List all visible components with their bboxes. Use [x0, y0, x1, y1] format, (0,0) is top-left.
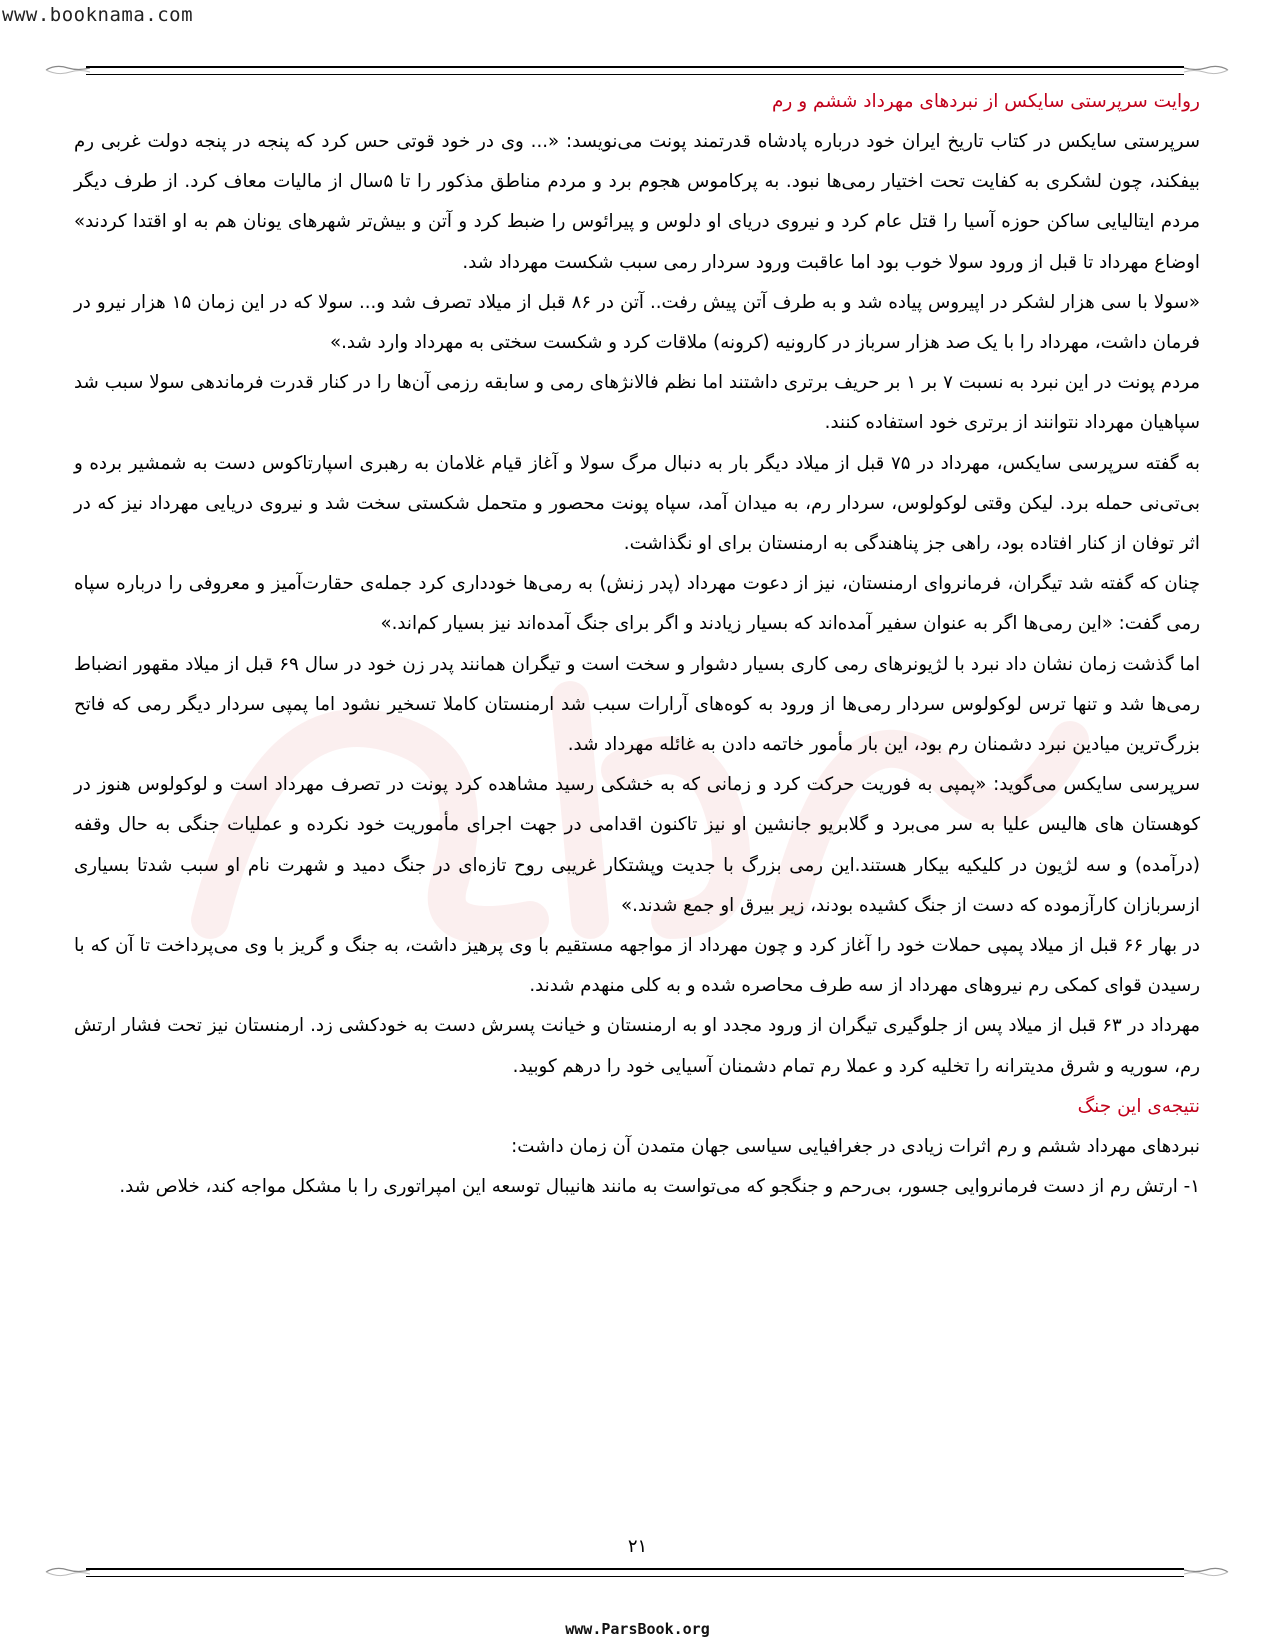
paragraph: مردم پونت در این نبرد به نسبت ۷ بر ۱ بر حریف برتری داشتند اما نظم فالانژهای رمی و سابقه رزمی آن‌ها را در کنار قدرت فرماندهی سولا سبب شد سپاهیان مهرداد نتوانند از برتری خود استفاده کنند. — [74, 372, 1200, 434]
scroll-ornament-icon — [44, 64, 90, 76]
scroll-ornament-icon — [1184, 64, 1230, 76]
paragraph: سرپرستی سایکس در کتاب تاریخ ایران خود درباره پادشاه قدرتمند پونت می‌نویسد: «... وی در خود قوتی حس کرد که پنجه در پنجه دولت غربی رم بیفکند، چون لشکری به کفایت تحت اختیار رمی‌ها نبود. به پرکاموس هجوم برد و مردم مناطق مذکور را تا ۵سال از مالیات معاف کرد. از طرف دیگر مردم ایتالیایی ساکن حوزه آسیا را قتل عام کرد و نیروی دریای او دلوس و پیرائوس را ضبط کرد و آتن و بیش‌تر شهرهای یونان هم به او اقتدا کردند» اوضاع مهرداد تا قبل از ورود سولا خوب بود اما عاقبت ورود سردار رمی سبب شکست مهرداد شد. — [74, 131, 1200, 273]
header-site-url: www.booknama.com — [2, 4, 194, 26]
paragraph: اما گذشت زمان نشان داد نبرد با لژیونرهای رمی کاری بسیار دشوار و سخت است و تیگران همانند پدر زن خود در سال ۶۹ قبل از میلاد مقهور انضباط رمی‌ها شد و تنها ترس لوکولوس سردار رمی‌ها از ورود به کوه‌های آرارات سبب شد ارمنستان کاملا تسخیر نشود اما پمپی سردار دیگر رمی که فاتح بزرگ‌ترین میادین نبرد دشمنان رم بود، این بار مأمور خاتمه دادن به غائله مهرداد شد. — [74, 653, 1201, 756]
page-number: ۲۱ — [627, 1536, 648, 1557]
paragraph: نبردهای مهرداد ششم و رم اثرات زیادی در جغرافیایی سیاسی جهان متمدن آن زمان داشت: — [511, 1135, 1200, 1157]
paragraph: به گفته سرپرسی سایکس، مهرداد در ۷۵ قبل از میلاد دیگر بار به دنبال مرگ سولا و آغاز قیام غلامان به رهبری اسپارتاکوس دست به شمشیر برده و بی‌تی‌نی حمله برد. لیکن وقتی لوکولوس، سردار رم، به میدان آمد، سپاه پونت محصور و متحمل شکستی سخت شد و نیروی دریایی مهرداد نیز که در اثر توفان از کنار افتاده بود، راهی جز پناهندگی به ارمنستان برای او نگذاشت. — [74, 452, 1200, 555]
bottom-rule — [86, 1568, 1184, 1577]
page-body — [74, 82, 1200, 1207]
paragraph: ۱- ارتش رم از دست فرمانروایی جسور، بی‌رحم و جنگجو که می‌تواست به مانند هانیبال توسعه این امپراتوری را با مشکل مواجه کند، خلاص شد. — [119, 1176, 1200, 1198]
section-title: نتیجه‌ی این جنگ — [1077, 1095, 1200, 1117]
scroll-ornament-icon — [44, 1566, 90, 1578]
paragraph: «سولا با سی هزار لشکر در اپیروس پیاده شد و به طرف آتن پیش رفت.. آتن در ۸۶ قبل از میلاد تصرف شد و... سولا که در این زمان ۱۵ هزار نیرو در فرمان داشت، مهرداد را با یک صد هزار سرباز در کارونیه (کرونه) ملاقات کرد و شکست سختی به مهرداد وارد شد.» — [74, 291, 1200, 354]
top-rule — [86, 66, 1184, 75]
paragraph: چنان که گفته شد تیگران، فرمانروای ارمنستان، نیز از دعوت مهرداد (پدر زنش) به رمی‌ها خودداری کرد جمله‌ی حقارت‌آمیز و معروفی را درباره سپاه رمی گفت: «این رمی‌ها اگر به عنوان سفیر آمده‌اند که بسیار زیادند و اگر برای جنگ آمده‌اند نیز بسیار کم‌اند.» — [74, 573, 1200, 635]
paragraph: در بهار ۶۶ قبل از میلاد پمپی حملات خود را آغاز کرد و چون مهرداد از مواجهه مستقیم با وی پرهیز داشت، به جنگ و گریز با وی می‌پرداخت تا آن که با رسیدن قوای کمکی رم نیروهای مهرداد از سه طرف محاصره شده و به کلی منهدم شدند. — [74, 935, 1200, 997]
scroll-ornament-icon — [1184, 1566, 1230, 1578]
paragraph: سرپرسی سایکس می‌گوید: «پمپی به فوریت حرکت کرد و زمانی که به خشکی رسید مشاهده کرد پونت در تصرف مهرداد است و لوکولوس هنوز در کوهستان های هالیس علیا به سر می‌برد و گلابریو جانشین او نیز تاکنون اقدامی در جهت اجرای مأموریت خود نکرده و عملیات جنگی به حال وقفه (درآمده) و سه لژیون در کلیکیه بیکار هستند.این رمی بزرگ با جدیت وپشتکار غریبی روح تازه‌ای در جنگ دمید و شهرت نام او سبب شدتا بسیاری ازسربازان کارآزموده که دست از جنگ کشیده بودند، زیر بیرق او جمع شدند.» — [74, 774, 1200, 916]
paragraph: مهرداد در ۶۳ قبل از میلاد پس از جلوگیری تیگران از ورود مجدد او به ارمنستان و خیانت پسرش دست به خودکشی زد. ارمنستان نیز تحت فشار ارتش رم، سوریه و شرق مدیترانه را تخلیه کرد و عملا رم تمام دشمنان آسیایی خود را درهم کوبید. — [74, 1015, 1201, 1077]
section-title: روایت سرپرستی سایکس از نبردهای مهرداد ششم و رم — [771, 91, 1200, 112]
footer-site-url: www.ParsBook.org — [565, 1620, 710, 1638]
